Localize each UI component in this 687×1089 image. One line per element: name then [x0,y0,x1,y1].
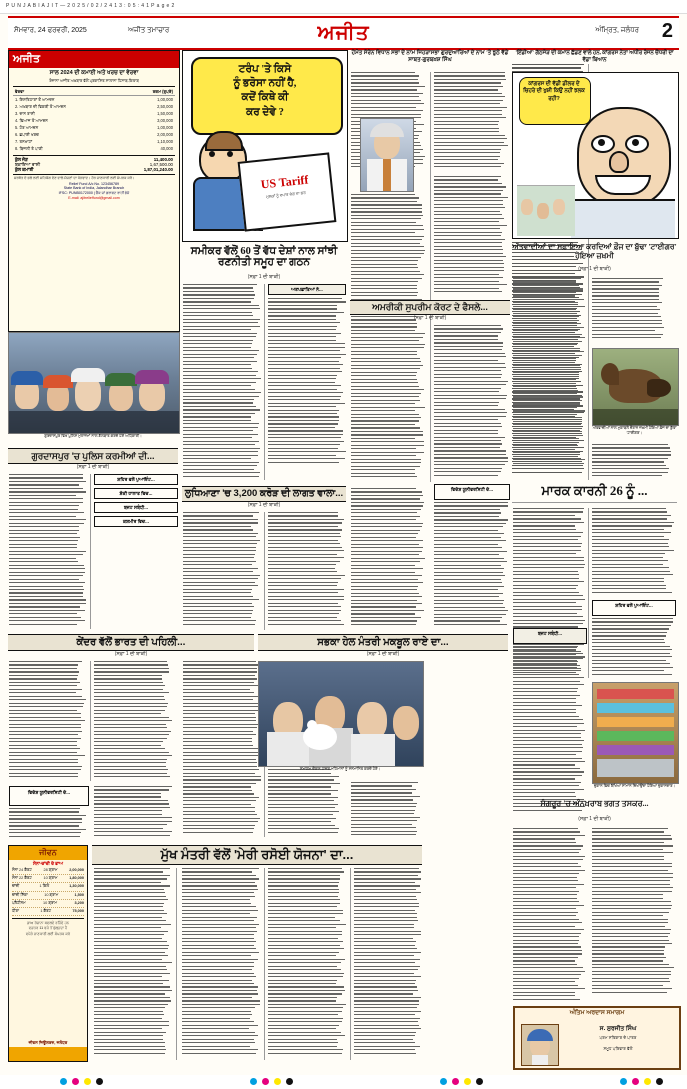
gold-rate-unit: 10 ਗ੍ਰਾਮ [43,876,58,881]
text-column-4h [351,782,421,838]
text-column-1a [9,474,87,629]
ad-row-value: 2,50,000 [157,104,173,110]
gold-rate-unit: 10 ਗ੍ਰਾਮ [43,900,57,905]
box-headline-4: ਕਸ਼ਮੀਰ ਵਿਚ... [122,519,149,524]
headline-sabka: ਸਭਕਾ ਹੇਲ ਮੰਤਰੀ ਮਕਬੂਲ ਰਾਏ ਦਾ... [258,634,508,651]
ad-total-value: 11,400.00 [153,156,173,162]
cartoon-bubble-line-3: ਕਦੋਂ ਕਿਥੇ ਕੀ [241,92,289,104]
ad-row [15,104,173,111]
text-column-2e [183,661,261,837]
text-column-3a [94,868,172,1060]
box-headline-9: ਬਜਟ ਸਬੰਧੀ... [537,631,563,636]
ad-row-value: 1,00,000 [157,124,173,130]
text-column-5d [592,444,672,480]
gold-rate-label: ਸੋਨਾ 22 ਕੈਰਟ [12,876,32,881]
text-column-3c [268,868,346,1060]
cartoon-congress-dealer [512,72,679,239]
box-headline-1: ਸ਼ਹਿਰ ਵਲੋਂ ਪੁਆਇੰਟ... [117,477,155,482]
box-headline-8-container [592,600,676,616]
byline-sangrur: (ਸਫ਼ਾ 1 ਦੀ ਬਾਕੀ) [578,816,611,822]
gold-rate-value: 2,00,000 [69,868,84,872]
text-column-1c [94,661,172,781]
box-headline-9-container [513,628,587,644]
ad-title: ਸਾਲ 2024 ਦੀ ਕਮਾਈ ਅਤੇ ਖਰਚ ਦਾ ਵੇਰਵਾ [49,70,139,76]
text-column-5f [592,508,674,596]
text-column-5c [592,278,664,342]
masthead-logo: ਅਜੀਤ [317,22,370,44]
ad-row-value: 1,00,000 [157,97,173,103]
ad-col-head-right: ਰਕਮ (ਰੁਪਏ) [152,89,173,95]
headline-center-top: ਹੇਮੰਤ ਸੋਰੇਨ ਵਿਧਾਨ ਸਭਾ ਦੇ ਨਾਮ ਜਿਹੜਾਸਭਾ ਗੁਰਦੁਆਰਿਆਂ ਦੇ ਨਾਮ 'ਤੇ ਝੂਠੇ ਵੱਡੇ ਸਾਬਤ-ਗੁਰਬਖ਼ਸ਼ ਸਿੰਘ [351,50,509,64]
ad-contact-3: IFSC: PUNB0172000 | ਚੈੱਕ ਜਾਂ ਡਰਾਫਟ ਰਾਹੀਂ ਭੇਜੋ [58,191,130,196]
cartoon-bubble-line-1: ਟਰੰਪ 'ਤੇ ਕਿਸੇ [238,64,292,75]
byline-sabka: (ਸਫ਼ਾ 1 ਦੀ ਬਾਕੀ) [366,651,400,657]
byline-ludhiana: (ਸਫ਼ਾ 1 ਦੀ ਬਾਕੀ) [247,502,281,508]
text-column-5j [592,828,674,998]
print-header: P U N J A B I A J I T — 2 0 2 5 / 0 2 / 2 4 1 3 : 0 5 : 4 1 P a g e 2 [0,0,687,14]
text-column-3b [182,868,260,1060]
text-column-4f [351,488,425,628]
memorial-detail: ਸਮੂਹ ਪਰਿਵਾਰ ਵੱਲੋਂ [603,1046,633,1051]
masthead-subtitle: ਅਜੀਤ ਤਮਾਚਾਰ [128,27,170,34]
ad-row-list [9,97,179,153]
box-headline-7-container [434,484,510,500]
headline-tariff: ਸਮੀਕਰ ਵੱਲੋਂ 60 ਤੋਂ ਵੱਧ ਦੇਸ਼ਾਂ ਨਾਲ ਸਾਂਝੀ ਰਣਨੀਤੀ ਸਮੂਹ ਦਾ ਗਠਨ [190,246,338,269]
ad-row-label: 2. ਅਖ਼ਬਾਰ ਦੀ ਵਿਕਰੀ ਤੋਂ ਆਮਦਨ [15,104,66,110]
gold-rate-unit: 28 ਗ੍ਰਾਮ [43,868,58,872]
ad-total-value-3: 1,87,01,240.00 [143,166,173,172]
ad-footer-note: ਸਰਬੱਤ ਦੇ ਭਲੇ ਲਈ ਸਹਿਯੋਗ ਦੇਣ ਵਾਲੇ ਸੱਜਣਾਂ ਦਾ ਧੰਨਵਾਦ। ਹੋਰ ਜਾਣਕਾਰੀ ਲਈ ਸੰਪਰਕ ਕਰੋ। [14,175,135,180]
ad-gold-note-1: ਭਾਅ ਰੋਜ਼ਾਨਾ ਬਦਲਦੇ ਰਹਿੰਦੇ ਹਨ [26,921,70,926]
byline-terror: (ਸਫ਼ਾ 1 ਦੀ ਬਾਕੀ) [578,266,611,272]
text-column-5g [592,618,674,678]
text-column-4c [351,194,425,482]
masthead-date: ਸੋਮਵਾਰ, 24 ਫਰਵਰੀ, 2025 [14,27,87,34]
ad-row-label: 8. ਬਿਜਲੀ ਤੇ ਪਾਣੀ [15,145,43,151]
gold-rate-label: ਚਾਂਦੀ ਸਿੱਕਾ [12,892,28,897]
ad-row-value: 2,00,000 [157,131,173,137]
ad-total-value-2: 1,67,500.00 [149,161,173,167]
cartoon-bubble-line-2: ਨੂੰ ਭਰੋਸਾ ਨਹੀਂ ਹੈ, [233,78,297,90]
text-column-4e [434,325,508,480]
caption-photo-4: ਦੁਕਾਨ ਵਿਚ ਰੱਖਿਆ ਸਾਮਾਨ ਦਿਖਾਉਂਦਾ ਹੋਇਆ ਦੁਕਾਨਦਾਰ। [593,784,676,788]
ad-row-value: 3,00,000 [157,117,173,123]
headline-cm-scheme: ਮੁੱਖ ਮੰਤਰੀ ਵੱਲੋਂ 'ਮੇਰੀ ਰਸੋਈ ਯੋਜਨਾ' ਦਾ... [92,845,422,865]
gold-rate-value: 1,80,000 [69,876,84,881]
ad-gold-note-3: ਵਧੇਰੇ ਜਾਣਕਾਰੀ ਲਈ ਸੰਪਰਕ ਕਰੋ [25,931,71,936]
color-registration-bar [0,1075,687,1089]
photo-gurdaspur-meeting [8,332,180,434]
headline-sangrur: ਸੰਗਰੂਰ 'ਚ ਅੰਨਖ਼ਰਾਬ ਭਗਤ ਤਸਕਰ... [540,799,649,808]
photo-event-group [258,661,424,767]
ad-subtitle: ਰੋਜ਼ਾਨਾ ਅਜੀਤ ਅਖ਼ਬਾਰ ਵੱਲੋਂ ਪ੍ਰਕਾਸ਼ਿਤ ਸਾਲਾਨਾ ਹਿਸਾਬ-ਕਿਤਾਬ [49,78,139,83]
ad-row [15,146,173,153]
byline-tariff: (ਸਫ਼ਾ 1 ਦੀ ਬਾਕੀ) [247,274,281,280]
text-column-5i [513,828,585,1004]
gold-rate-label: ਪਲੈਟੀਨਮ [12,900,26,905]
gold-rate-list [9,867,87,916]
ad-row-value: 1,10,000 [157,138,173,144]
ad-gold-brand: ਜੀਵਨ [9,846,87,860]
gold-rate-label: ਚਾਂਦੀ [12,884,20,889]
memorial-caption: ਪਰਮ ਸਤਿਕਾਰ ਦੇ ਪਾਤਰ [599,1035,637,1040]
gold-rate-unit: 1 ਕਿਲੋ [39,884,50,889]
ad-row-label: 3. ਦਾਨ ਰਾਸ਼ੀ [15,110,35,116]
text-column-2b-lines [268,298,346,468]
box-headline-2: ਸ਼ੱਕੀ ਹਾਲਾਤ ਵਿਚ... [119,491,153,496]
box-headline-3: ਬਜਟ ਸਬੰਧੀ... [123,505,149,510]
ad-total-label-3: ਕੁੱਲ ਕਮਾਈ [15,166,34,172]
byline-gurdaspur: (ਸਫ਼ਾ 1 ਦੀ ਬਾਕੀ) [76,464,110,470]
ad-gold-note-2: ਦਫ਼ਤਰ 11 ਵਜੇ ਤੋਂ ਖੁੱਲ੍ਹਦਾ ਹੈ [28,926,68,931]
gold-rate-row [12,867,84,875]
headline-gurdaspur: ਗੁਰਦਾਸਪੁਰ 'ਚ ਪੁਲਿਸ ਕਰਮੀਆਂ ਦੀ... [8,448,178,464]
ad-memorial [513,1006,681,1070]
box-headline-5: ਵਿਦੇਸ਼ ਯੂਨੀਵਰਸਿਟੀ ਦੇ... [27,790,71,795]
ad-contact-1: Relief Fund A/c No. 123456789 [69,181,119,186]
ad-row-value: 40,000 [160,145,173,151]
cartoon-bubble-line-4: ਕਰ ਦੇਵੇ ? [246,106,284,118]
gold-rate-value: 75,000 [72,909,84,914]
headline-ludhiana: ਲੁਧਿਆਣਾ 'ਚ 3,200 ਕਰੋੜ ਦੀ ਲਾਗਤ ਵਾਲਾ... [182,486,346,502]
box-headline-8: ਸ਼ਹਿਰ ਵਲੋਂ ਪੁਆਇੰਟ... [615,603,653,608]
ad-logo: ਅਜੀਤ [9,51,179,68]
ad-row [15,118,173,125]
caption-photo-2: ਅੱਤਵਾਦੀਆਂ ਨਾਲ ਮੁਕਾਬਲੇ ਦੌਰਾਨ ਜ਼ਖ਼ਮੀ ਹੋਇਆ ਫ਼ੌਜ ਦਾ ਕੁੱਤਾ 'ਟਾਈਗਰ'। [592,426,677,435]
text-column-2b [268,284,346,480]
gold-rate-label: ਹੀਰਾ [12,909,19,914]
photo-army-dog [592,348,679,426]
ad-row-label: 5. ਹੋਰ ਆਮਦਨ [15,124,39,130]
byline-america: (ਸਫ਼ਾ 1 ਦੀ ਬਾਕੀ) [413,315,447,321]
headline-top-right: 'ਇੰਡੀਆ' ਗੱਠਜੋੜ ਦੀ ਕਮਾਨ ਛੱਡਣ ਵਾਲੇ ਹਨ, ਕਾਂਗਰਸ ਨੇਤਾ ਅਧੀਰ ਰੰਜਨ ਚੌਧਰੀ ਦਾ ਵੱਡਾ ਬਿਆਨ [512,50,677,64]
text-column-1b [9,661,87,781]
text-column-2c [183,512,261,630]
gold-rate-unit: 1 ਕੈਰਟ [40,909,51,914]
headline-marak: ਮਾਰਕ ਕਾਰਨੀ 26 ਨੂੰ ... [541,483,648,498]
ad-row-label: 1. ਇਸ਼ਤਿਹਾਰਾਂ ਤੋਂ ਆਮਦਨ [15,97,55,103]
cartoon-2-bubble: ਕਾਂਗਰਸ ਦੀ ਵੱਡੀ ਡੀਲਰ ਦੇ ਚਿਹਰੇ ਦੀ ਖੁਸ਼ੀ ਕਿਉਂ ਨਹੀਂ ਝਲਕ ਰਹੀ? [523,81,585,102]
gold-rate-row [12,875,84,883]
gold-rate-label: ਸੋਨਾ 24 ਕੈਰਟ [12,868,32,872]
text-column-4d [434,176,508,296]
ad-row [15,139,173,146]
ad-row [15,111,173,118]
ad-contact-2: State Bank of India, Jalandhar Branch [63,186,125,191]
photo-portrait-leader [360,118,414,192]
sidebar-boxes [94,474,178,629]
gold-rate-row [12,900,84,908]
gold-rate-value: 1,30,000 [69,884,84,889]
ad-col-head-left: ਵੇਰਵਾ [15,89,25,95]
box-headline-7: ਵਿਦੇਸ਼ ਯੂਨੀਵਰਸਿਟੀ ਦੇ... [450,487,494,492]
ad-gold-tagline: ਸੋਨਾ-ਚਾਂਦੀ ਦੇ ਭਾਅ [33,861,63,866]
gold-rate-row [12,908,84,916]
memorial-name: ਸ. ਸੁਰਜੀਤ ਸਿੰਘ [599,1026,637,1032]
gold-rate-unit: 10 ਗ੍ਰਾਮ [44,892,59,897]
photo-shop-goods [592,682,679,784]
text-column-4b [434,72,508,172]
caption-photo-1: ਗੁਰਦਾਸਪੁਰ ਵਿਖੇ ਪੁਲਿਸ ਮੁਲਾਜ਼ਮਾਂ ਨਾਲ ਗੱਲਬਾਤ ਕਰਦੇ ਹੋਏ ਅਧਿਕਾਰੀ। [44,434,142,438]
gold-rate-row [12,883,84,891]
text-column-4g [434,502,508,628]
ad-row-label: 4. ਵਿਆਜ ਤੋਂ ਆਮਦਨ [15,117,48,123]
cartoon-small-text: ਮੁਲਕਾਂ ਨੂੰ ਵਪਾਰ ਜੰਗ ਦਾ ਡਰ [265,189,306,200]
text-column-5h [513,646,585,816]
gold-rate-value: 1,500 [74,892,84,897]
ad-row [15,132,173,139]
gold-rate-row [12,892,84,900]
headline-terror: ਅੱਤਵਾਦੀਆਂ ਦਾ ਸਫ਼ਾਇਆ ਕਰਦਿਆਂ ਫ਼ੌਜ ਦਾ ਬੁੱਢਾ 'ਟਾਈਗਰ' ਹੋਇਆ ਜ਼ਖ਼ਮੀ [512,242,677,261]
headline-america: ਅਮਰੀਕੀ ਸੁਪਰੀਮ ਕੋਰਟ ਦੇ ਫੈਸਲੇ... [350,300,510,315]
ad-row [15,125,173,132]
ad-row-label: 6. ਛਪਾਈ ਖਰਚ [15,131,39,137]
ad-total-label: ਕੁੱਲ ਜੋੜ [15,156,28,162]
ad-gold-footer: ਜੀਵਨ ਜਿਊਲਰਜ਼, ਜਲੰਧਰ [28,1040,68,1045]
masthead [8,16,679,50]
ad-gold-rates [8,845,88,1062]
text-column-2a [183,284,261,480]
text-column-5b [513,278,585,470]
caption-photo-3: ਸਮਾਗਮ ਦੌਰਾਨ ਹਾਜ਼ਰ ਮਹਿਮਾਨਾਂ ਨੂੰ ਸਨਮਾਨਿਤ ਕਰਦੇ ਹੋਏ। [299,767,381,771]
text-column-2d [268,512,346,630]
ad-contact-4: E-mail: ajitrelieffund@gmail.com [68,196,120,201]
ad-row-value: 1,50,000 [157,110,173,116]
page-number: 2 [661,20,673,42]
text-column-1e [94,786,172,840]
ad-annual-accounts [8,50,180,332]
gold-rate-value: 3,200 [74,900,84,905]
ad-row-label: 7. ਤਨਖਾਹਾਂ [15,138,33,144]
text-column-3d [354,868,422,1060]
masthead-edition: ਅੰਮ੍ਰਿਤ, ਜਲੰਧਰ [595,27,639,34]
box-headline-6: ਅਣਪਛਾਤਿਆਂ ਨੇ... [291,287,323,292]
headline-kendar: ਕੇਂਦਰ ਵੱਲੋਂ ਭਾਰਤ ਦੀ ਪਹਿਲੀ... [8,634,254,651]
text-column-1d [9,808,87,840]
ad-row [15,97,173,104]
byline-kendar: (ਸਫ਼ਾ 1 ਦੀ ਬਾਕੀ) [114,651,148,657]
memorial-title: ਅੰਤਿਮ ਅਰਦਾਸ ਸਮਾਗਮ [569,1010,625,1016]
ad-total-label-2: ਬਕਾਇਆ ਰਾਸ਼ੀ [15,161,41,167]
box-headline-5-container [9,786,89,806]
cartoon-trump-tariff [182,50,348,242]
cartoon-label: US Tariff [260,172,310,192]
